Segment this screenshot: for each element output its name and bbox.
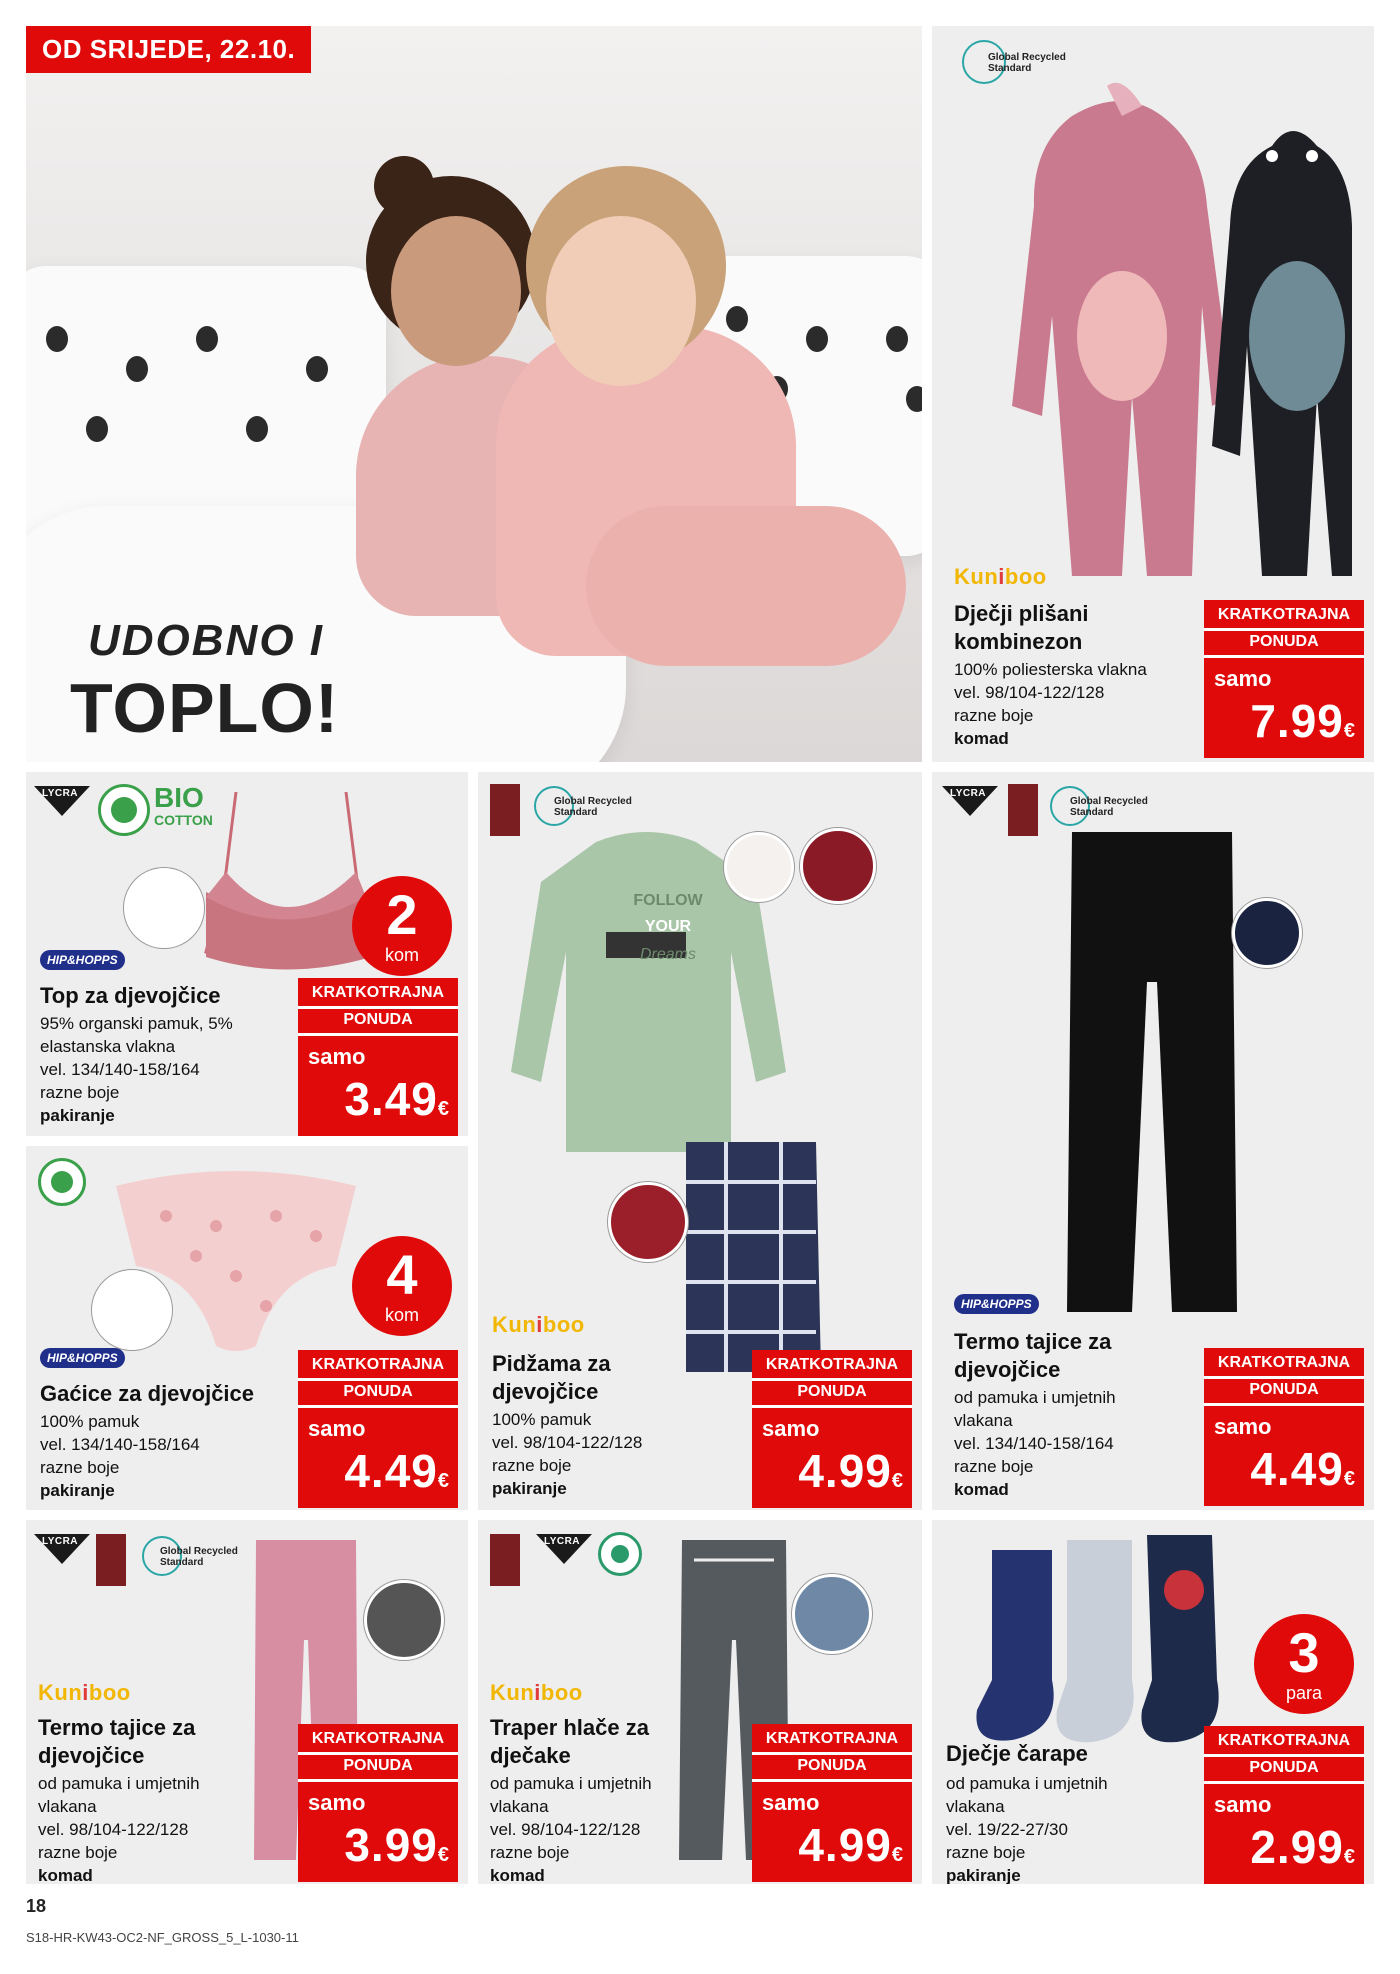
catalog-code: S18-HR-KW43-OC2-NF_GROSS_5_L-1030-11 [26,1930,299,1945]
grey-swatch [364,1580,444,1660]
product-desc: 100% pamuk vel. 134/140-158/164 razne boje pakiranje [40,1412,200,1500]
price-value: 4.99 [798,1819,892,1871]
white-swatch [124,868,204,948]
price-block: KRATKOTRAJNA PONUDA samo 7.99€ [1204,600,1364,758]
navy-swatch [1232,898,1302,968]
product-title: Traper hlače za dječake [490,1715,649,1768]
leggings-image [1052,822,1252,1322]
price-block: KRATKOTRAJNA PONUDA samo 3.49€ [298,978,458,1136]
print-swatch [724,832,794,902]
product-card-leggings-pink[interactable]: LYCRA Global Recycled Standard Kuniboo Termo tajice za djevojčice od pamuka i umjetnih vlakana vel. 98/104-122/128 razne boje komad KRATKOTRAJNA PONUDA samo 3.99€ [26,1520,468,1884]
product-card-jeans[interactable]: LYCRA Kuniboo Traper hlače za dječake od pamuka i umjetnih vlakana vel. 98/104-122/128 razne boje komad KRATKOTRAJNA PONUDA samo 4.99€ [478,1520,922,1884]
quantity-badge: 2 kom [352,876,452,976]
product-title: Gaćice za djevojčice [40,1381,255,1406]
product-title: Dječje čarape [946,1741,1088,1766]
hero-title-line2: TOPLO! [70,669,340,747]
print-swatch-red [800,828,876,904]
page-number: 18 [26,1896,47,1916]
product-desc: od pamuka i umjetnih vlakana vel. 98/104-122/128 razne boje komad [490,1774,652,1884]
price-block: KRATKOTRAJNA PONUDA samo 4.99€ [752,1350,912,1508]
gots-organic-icon [38,1158,86,1206]
date-tag: OD SRIJEDE, 22.10. [26,26,311,73]
denim-swatch [792,1574,872,1654]
price-value: 4.49 [344,1445,438,1497]
price-block: KRATKOTRAJNA PONUDA samo 4.49€ [298,1350,458,1508]
product-desc: 95% organski pamuk, 5% elastanska vlakna vel. 134/140-158/164 razne boje pakiranje [40,1014,233,1125]
recycled-cert-icon [598,1532,642,1576]
gots-organic-icon [98,784,150,836]
price-value: 4.99 [798,1445,892,1497]
product-card-socks[interactable] [932,1520,1374,1884]
product-card-top[interactable]: LYCRA BIO COTTON 2 kom HIP&HOPPS Top za djevojčice 95% organski pamuk, 5% elastanska vlakna vel. 134/140-158/164 razne boje pakiranje KRATKOTRAJNA PONUDA samo 3.49€ [26,772,468,1136]
product-card-onesie[interactable] [932,26,1374,762]
white-swatch [92,1270,172,1350]
flannel-swatch [608,1182,688,1262]
brand-hiphopps-logo: HIP&HOPPS [954,1294,1039,1314]
price-block: KRATKOTRAJNA PONUDA samo 3.99€ [298,1724,458,1882]
price-block: KRATKOTRAJNA PONUDA samo 4.99€ [752,1724,912,1882]
price-block: KRATKOTRAJNA PONUDA samo 4.49€ [1204,1348,1364,1506]
quantity-badge: 3 para [1254,1614,1354,1714]
quantity-badge: 4 kom [352,1236,452,1336]
oeko-seal-icon [96,1534,126,1586]
product-title: Top za djevojčice [40,983,221,1008]
brand-hiphopps-logo: HIP&HOPPS [40,1348,125,1368]
cert-label: Global Recycled Standard [988,52,1066,74]
product-title: Termo tajice za djevojčice [38,1715,196,1768]
brand-kuniboo-logo: Kuniboo [492,1312,585,1337]
product-card-pajamas[interactable]: Global Recycled Standard FOLLOW YOUR Dreams Kuniboo Pidžama za djevojčice 100% pamuk vel. 98/104-122/128 razne boje pakiranje KRATKOTRAJNA PONUDA samo 4.99€ [478,772,922,1510]
product-desc: od pamuka i umjetnih vlakana vel. 98/104-122/128 razne boje komad [38,1774,200,1884]
product-title: Termo tajice za djevojčice [954,1329,1112,1382]
product-desc: od pamuka i umjetnih vlakana vel. 19/22-27/30 razne boje pakiranje [946,1774,1108,1884]
price-value: 2.99 [1250,1821,1344,1873]
oeko-seal-icon [1008,784,1038,836]
price-value: 3.99 [344,1819,438,1871]
brand-kuniboo-logo: Kuniboo [954,564,1047,589]
product-card-leggings-black[interactable]: LYCRA Global Recycled Standard HIP&HOPPS Termo tajice za djevojčice od pamuka i umjetnih vlakana vel. 134/140-158/164 razne boje komad KRATKOTRAJNA PONUDA samo 4.49€ [932,772,1374,1510]
brand-hiphopps-logo: HIP&HOPPS [40,950,125,970]
brand-kuniboo-logo: Kuniboo [490,1680,583,1705]
brand-kuniboo-logo: Kuniboo [38,1680,131,1705]
oeko-seal-icon [490,1534,520,1586]
product-card-briefs[interactable] [26,1146,468,1510]
product-desc: od pamuka i umjetnih vlakana vel. 134/140-158/164 razne boje komad [954,1388,1116,1499]
product-title: Dječji plišani kombinezon [954,601,1089,654]
product-desc: 100% pamuk vel. 98/104-122/128 razne boje pakiranje [492,1410,643,1498]
onesie-image [972,76,1352,576]
product-title: Pidžama za djevojčice [492,1351,611,1404]
hero-title-line1: UDOBNO I [88,616,324,665]
price-value: 7.99 [1250,695,1344,747]
hero-banner [26,26,922,762]
price-block: KRATKOTRAJNA PONUDA samo 2.99€ [1204,1726,1364,1884]
product-desc: 100% poliesterska vlakna vel. 98/104-122/128 razne boje komad [954,660,1147,748]
price-value: 3.49 [344,1073,438,1125]
price-value: 4.49 [1250,1443,1344,1495]
